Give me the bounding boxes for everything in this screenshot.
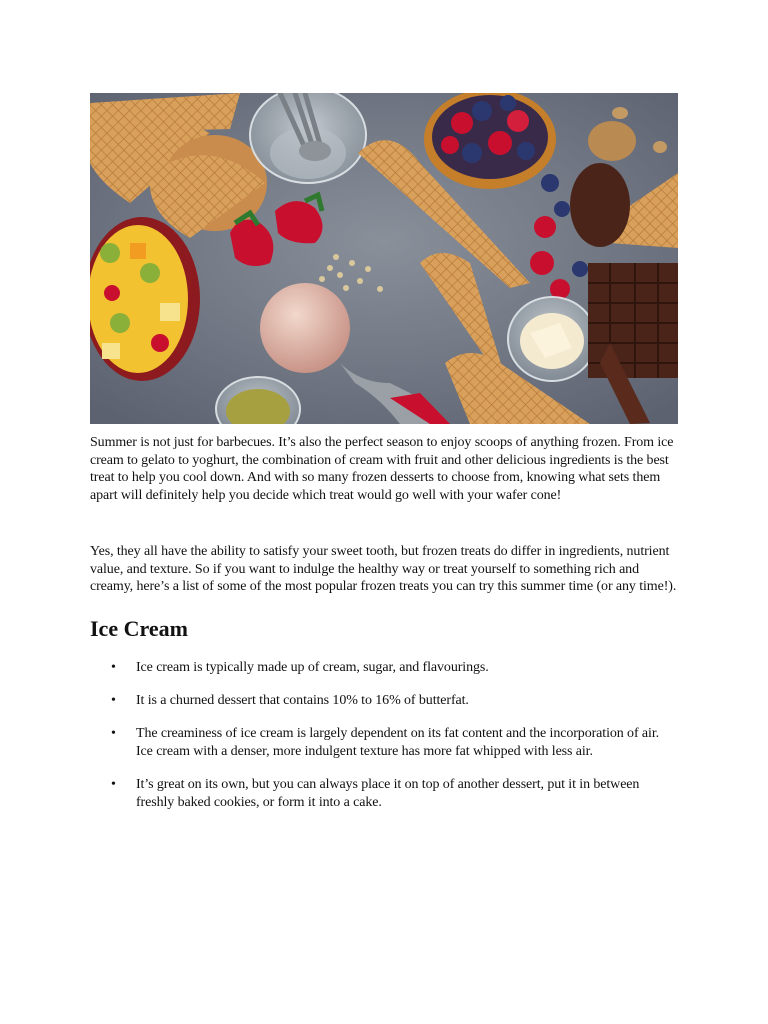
bullet-icon: •: [111, 776, 116, 792]
bullet-icon: •: [111, 659, 116, 675]
section-heading-ice-cream: Ice Cream: [90, 615, 188, 641]
hero-image-ice-cream-spread: [90, 93, 678, 424]
list-item: [90, 776, 678, 812]
list-item: [90, 692, 678, 710]
list-item-text: It’s great on its own, but you can always place it on top of another dessert, put it in between freshly baked cookies, or form it into a cake.: [136, 776, 640, 810]
bullet-icon: •: [111, 692, 116, 708]
list-item-text: Ice cream is typically made up of cream, sugar, and flavourings.: [136, 659, 489, 675]
list-item-text: The creaminess of ice cream is largely dependent on its fat content and the incorporation of air. Ice cream with a denser, more indulgent texture has more fat whipped with less air.: [136, 725, 660, 759]
document-page: [90, 93, 678, 827]
comparison-paragraph: Yes, they all have the ability to satisfy your sweet tooth, but frozen treats do differ in ingredients, nutrient value, and texture. So if you want to indulge the healthy way or treat yourself to something rich and creamy, here’s a list of some of the most popular frozen treats you can try this summer time (or any time!).: [90, 544, 677, 594]
list-item-text: It is a churned dessert that contains 10% to 16% of butterfat.: [136, 692, 469, 708]
list-item: [90, 725, 678, 761]
bullet-icon: •: [111, 725, 116, 741]
intro-paragraph: Summer is not just for barbecues. It’s also the perfect season to enjoy scoops of anything frozen. From ice cream to gelato to yoghurt, the combination of cream with fruit and other delicious ingredients is the best treat to help you cool down. And with so many frozen desserts to choose from, knowing what sets them apart will definitely help you decide which treat would go well with your wafer cone!: [90, 435, 674, 503]
ice-cream-facts-list: [90, 659, 678, 812]
glass-with-spoons: [250, 93, 366, 183]
list-item: [90, 659, 678, 677]
berry-bowl: [424, 93, 556, 189]
white-chocolate-jar: [508, 297, 596, 381]
